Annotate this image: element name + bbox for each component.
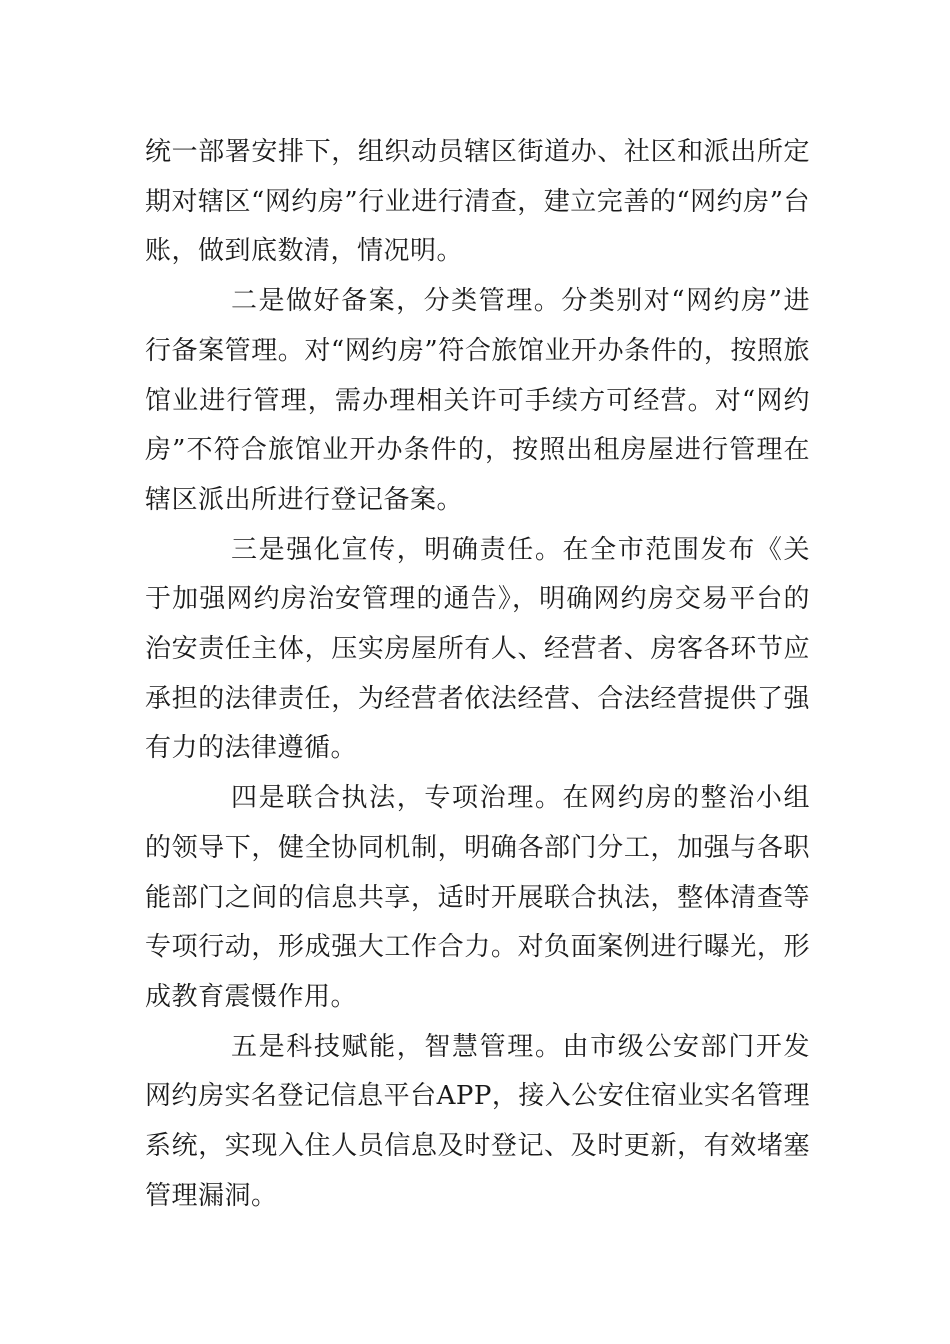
paragraph-publicity-responsibility: 三是强化宣传，明确责任。在全市范围发布《关于加强网约房治安管理的通告》，明确网约房交易平台的治安责任主体，压实房屋所有人、经营者、房客各环节应承担的法律责任，为经营者依法经营、合法经营提供了强有力的法律遵循。 xyxy=(145,534,810,764)
document-body xyxy=(145,128,810,1221)
paragraph-technology-management: 五是科技赋能，智慧管理。由市级公安部门开发网约房实名登记信息平台APP，接入公安住宿业实名管理系统，实现入住人员信息及时登记、及时更新，有效堵塞管理漏洞。 xyxy=(145,1031,810,1211)
paragraph-continuation: 统一部署安排下，组织动员辖区街道办、社区和派出所定期对辖区“网约房”行业进行清查，建立完善的“网约房”台账，做到底数清，情况明。 xyxy=(145,137,810,267)
paragraph-joint-enforcement: 四是联合执法，专项治理。在网约房的整治小组的领导下，健全协同机制，明确各部门分工，加强与各职能部门之间的信息共享，适时开展联合执法，整体清查等专项行动，形成强大工作合力。对负面案例进行曝光，形成教育震慑作用。 xyxy=(145,783,810,1012)
paragraph-filing-classification: 二是做好备案，分类管理。分类别对“网约房”进行备案管理。对“网约房”符合旅馆业开办条件的，按照旅馆业进行管理，需办理相关许可手续方可经营。对“网约房”不符合旅馆业开办条件的，按照出租房屋进行管理在辖区派出所进行登记备案。 xyxy=(145,286,810,515)
